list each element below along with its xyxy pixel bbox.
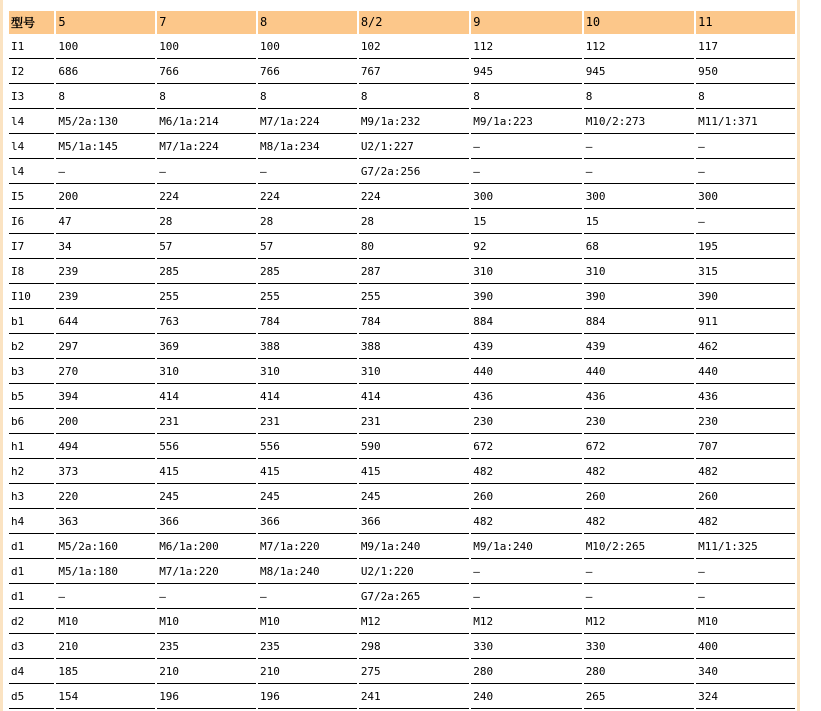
table-cell: 590 <box>359 434 469 459</box>
table-cell: 390 <box>471 284 581 309</box>
table-cell: 270 <box>56 359 155 384</box>
table-cell: M10 <box>157 609 256 634</box>
table-row <box>9 184 795 209</box>
table-row <box>9 284 795 309</box>
header-cell: 8/2 <box>359 11 469 34</box>
table-cell: 439 <box>584 334 694 359</box>
row-label-cell: b6 <box>9 409 54 434</box>
table-cell: 255 <box>359 284 469 309</box>
table-cell: 220 <box>56 484 155 509</box>
table-cell: — <box>696 134 795 159</box>
table-row <box>9 659 795 684</box>
table-cell: 285 <box>258 259 357 284</box>
table-cell: 884 <box>471 309 581 334</box>
table-cell: 102 <box>359 34 469 59</box>
table-cell: 556 <box>157 434 256 459</box>
table-cell: 231 <box>157 409 256 434</box>
table-cell: 68 <box>584 234 694 259</box>
table-cell: 200 <box>56 409 155 434</box>
table-cell: 414 <box>157 384 256 409</box>
table-cell: 240 <box>471 684 581 709</box>
table-cell: 239 <box>56 284 155 309</box>
table-cell: 310 <box>359 359 469 384</box>
table-cell: 462 <box>696 334 795 359</box>
table-cell: M10 <box>258 609 357 634</box>
table-cell: 310 <box>157 359 256 384</box>
table-row <box>9 384 795 409</box>
table-cell: 260 <box>584 484 694 509</box>
table-cell: 280 <box>584 659 694 684</box>
table-cell: 28 <box>359 209 469 234</box>
table-cell: — <box>696 159 795 184</box>
table-cell: 388 <box>359 334 469 359</box>
table-cell: 57 <box>157 234 256 259</box>
header-cell: 10 <box>584 11 694 34</box>
row-label-cell: d2 <box>9 609 54 634</box>
row-label-cell: h2 <box>9 459 54 484</box>
table-cell: 285 <box>157 259 256 284</box>
table-cell: 200 <box>56 184 155 209</box>
table-cell: 275 <box>359 659 469 684</box>
table-cell: 235 <box>157 634 256 659</box>
table-cell: — <box>696 559 795 584</box>
table-cell: 260 <box>696 484 795 509</box>
table-header <box>9 11 795 34</box>
table-cell: 415 <box>258 459 357 484</box>
table-cell: 196 <box>157 684 256 709</box>
header-cell-model: 型号 <box>9 11 54 34</box>
table-cell: 28 <box>258 209 357 234</box>
table-cell: M10 <box>696 609 795 634</box>
table-cell: 414 <box>258 384 357 409</box>
table-cell: 224 <box>157 184 256 209</box>
table-row <box>9 334 795 359</box>
table-cell: 80 <box>359 234 469 259</box>
table-cell: 300 <box>584 184 694 209</box>
table-cell: M5/1a:145 <box>56 134 155 159</box>
table-row <box>9 209 795 234</box>
table-cell: 224 <box>258 184 357 209</box>
table-row <box>9 34 795 59</box>
table-cell: 366 <box>258 509 357 534</box>
row-label-cell: h3 <box>9 484 54 509</box>
table-cell: 287 <box>359 259 469 284</box>
table-cell: 766 <box>258 59 357 84</box>
table-cell: 224 <box>359 184 469 209</box>
table-row <box>9 509 795 534</box>
table-cell: 154 <box>56 684 155 709</box>
spec-table <box>7 11 797 709</box>
table-row <box>9 309 795 334</box>
table-cell: 265 <box>584 684 694 709</box>
table-cell: — <box>157 159 256 184</box>
table-cell: M8/1a:240 <box>258 559 357 584</box>
table-cell: 241 <box>359 684 469 709</box>
header-cell: 9 <box>471 11 581 34</box>
row-label-cell: I8 <box>9 259 54 284</box>
table-cell: — <box>471 159 581 184</box>
table-cell: 414 <box>359 384 469 409</box>
table-cell: M10/2:265 <box>584 534 694 559</box>
table-row <box>9 434 795 459</box>
table-cell: — <box>584 559 694 584</box>
table-cell: M12 <box>359 609 469 634</box>
table-cell: 112 <box>584 34 694 59</box>
table-cell: 366 <box>359 509 469 534</box>
table-cell: 245 <box>157 484 256 509</box>
table-cell: 369 <box>157 334 256 359</box>
table-cell: 436 <box>696 384 795 409</box>
table-cell: 230 <box>696 409 795 434</box>
table-cell: 245 <box>258 484 357 509</box>
table-cell: 8 <box>157 84 256 109</box>
table-cell: 784 <box>359 309 469 334</box>
table-cell: 315 <box>696 259 795 284</box>
table-cell: 310 <box>471 259 581 284</box>
table-cell: 482 <box>584 509 694 534</box>
header-cell: 8 <box>258 11 357 34</box>
table-cell: 436 <box>584 384 694 409</box>
table-row <box>9 684 795 709</box>
table-cell: 945 <box>584 59 694 84</box>
row-label-cell: d1 <box>9 559 54 584</box>
row-label-cell: I6 <box>9 209 54 234</box>
table-cell: 8 <box>359 84 469 109</box>
table-row <box>9 159 795 184</box>
table-cell: U2/1:227 <box>359 134 469 159</box>
table-cell: 8 <box>471 84 581 109</box>
table-cell: 482 <box>696 459 795 484</box>
row-label-cell: d3 <box>9 634 54 659</box>
table-cell: 388 <box>258 334 357 359</box>
table-cell: 310 <box>584 259 694 284</box>
table-cell: 8 <box>258 84 357 109</box>
table-cell: — <box>696 209 795 234</box>
row-label-cell: b1 <box>9 309 54 334</box>
table-cell: 340 <box>696 659 795 684</box>
table-cell: 280 <box>471 659 581 684</box>
table-cell: 330 <box>584 634 694 659</box>
table-cell: 324 <box>696 684 795 709</box>
table-cell: M11/1:325 <box>696 534 795 559</box>
table-cell: 686 <box>56 59 155 84</box>
table-cell: M10 <box>56 609 155 634</box>
table-row <box>9 359 795 384</box>
table-cell: 945 <box>471 59 581 84</box>
table-cell: — <box>696 584 795 609</box>
table-cell: — <box>471 559 581 584</box>
table-cell: M12 <box>471 609 581 634</box>
table-cell: — <box>584 134 694 159</box>
table-cell: M7/1a:224 <box>157 134 256 159</box>
row-label-cell: b2 <box>9 334 54 359</box>
row-label-cell: h1 <box>9 434 54 459</box>
table-cell: 8 <box>56 84 155 109</box>
table-cell: M7/1a:220 <box>258 534 357 559</box>
table-cell: 784 <box>258 309 357 334</box>
row-label-cell: I10 <box>9 284 54 309</box>
table-cell: 330 <box>471 634 581 659</box>
table-cell: G7/2a:256 <box>359 159 469 184</box>
table-cell: 440 <box>471 359 581 384</box>
table-cell: 100 <box>157 34 256 59</box>
row-label-cell: I5 <box>9 184 54 209</box>
table-row <box>9 609 795 634</box>
table-cell: 297 <box>56 334 155 359</box>
row-label-cell: I1 <box>9 34 54 59</box>
table-cell: 230 <box>471 409 581 434</box>
row-label-cell: d4 <box>9 659 54 684</box>
table-cell: 245 <box>359 484 469 509</box>
table-cell: — <box>471 584 581 609</box>
table-cell: U2/1:220 <box>359 559 469 584</box>
table-cell: M5/2a:160 <box>56 534 155 559</box>
table-cell: — <box>157 584 256 609</box>
table-cell: — <box>56 584 155 609</box>
table-cell: 47 <box>56 209 155 234</box>
table-cell: 28 <box>157 209 256 234</box>
table-cell: 950 <box>696 59 795 84</box>
table-cell: 439 <box>471 334 581 359</box>
table-row <box>9 484 795 509</box>
row-label-cell: l4 <box>9 134 54 159</box>
table-row <box>9 134 795 159</box>
table-cell: 195 <box>696 234 795 259</box>
table-cell: M9/1a:232 <box>359 109 469 134</box>
table-row <box>9 59 795 84</box>
row-label-cell: l4 <box>9 159 54 184</box>
table-cell: 767 <box>359 59 469 84</box>
table-cell: 34 <box>56 234 155 259</box>
table-cell: 415 <box>359 459 469 484</box>
table-cell: 255 <box>157 284 256 309</box>
row-label-cell: I2 <box>9 59 54 84</box>
table-cell: 390 <box>696 284 795 309</box>
table-cell: M9/1a:240 <box>471 534 581 559</box>
table-cell: 415 <box>157 459 256 484</box>
table-cell: 8 <box>696 84 795 109</box>
table-cell: 766 <box>157 59 256 84</box>
table-cell: M6/1a:214 <box>157 109 256 134</box>
table-cell: — <box>471 134 581 159</box>
row-label-cell: l4 <box>9 109 54 134</box>
table-cell: 196 <box>258 684 357 709</box>
table-cell: 373 <box>56 459 155 484</box>
table-cell: 482 <box>584 459 694 484</box>
header-cell: 7 <box>157 11 256 34</box>
row-label-cell: b5 <box>9 384 54 409</box>
table-cell: 255 <box>258 284 357 309</box>
table-row <box>9 84 795 109</box>
table-cell: 92 <box>471 234 581 259</box>
table-cell: 390 <box>584 284 694 309</box>
table-cell: 112 <box>471 34 581 59</box>
table-row <box>9 259 795 284</box>
table-cell: M5/2a:130 <box>56 109 155 134</box>
row-label-cell: b3 <box>9 359 54 384</box>
table-cell: 436 <box>471 384 581 409</box>
row-label-cell: d1 <box>9 584 54 609</box>
table-cell: 884 <box>584 309 694 334</box>
table-cell: 300 <box>471 184 581 209</box>
table-cell: 230 <box>584 409 694 434</box>
table-cell: 57 <box>258 234 357 259</box>
table-cell: G7/2a:265 <box>359 584 469 609</box>
row-label-cell: I7 <box>9 234 54 259</box>
header-cell: 11 <box>696 11 795 34</box>
table-row <box>9 109 795 134</box>
table-cell: 556 <box>258 434 357 459</box>
table-cell: 15 <box>584 209 694 234</box>
table-cell: — <box>584 584 694 609</box>
table-cell: — <box>56 159 155 184</box>
table-cell: 763 <box>157 309 256 334</box>
table-cell: 440 <box>584 359 694 384</box>
table-cell: 185 <box>56 659 155 684</box>
table-cell: 298 <box>359 634 469 659</box>
table-row <box>9 534 795 559</box>
table-row <box>9 584 795 609</box>
table-cell: M6/1a:200 <box>157 534 256 559</box>
table-row <box>9 634 795 659</box>
table-cell: M12 <box>584 609 694 634</box>
table-cell: 707 <box>696 434 795 459</box>
row-label-cell: d5 <box>9 684 54 709</box>
table-cell: 394 <box>56 384 155 409</box>
table-cell: 482 <box>696 509 795 534</box>
table-cell: 210 <box>56 634 155 659</box>
table-cell: M9/1a:223 <box>471 109 581 134</box>
table-cell: 117 <box>696 34 795 59</box>
table-cell: 310 <box>258 359 357 384</box>
table-cell: M7/1a:220 <box>157 559 256 584</box>
table-cell: 231 <box>359 409 469 434</box>
table-cell: — <box>258 159 357 184</box>
table-cell: 363 <box>56 509 155 534</box>
table-body <box>9 34 795 709</box>
table-cell: 235 <box>258 634 357 659</box>
table-cell: M8/1a:234 <box>258 134 357 159</box>
table-cell: 231 <box>258 409 357 434</box>
table-cell: 239 <box>56 259 155 284</box>
table-cell: 366 <box>157 509 256 534</box>
table-cell: M9/1a:240 <box>359 534 469 559</box>
table-cell: 400 <box>696 634 795 659</box>
table-cell: 100 <box>258 34 357 59</box>
table-cell: 8 <box>584 84 694 109</box>
table-cell: 210 <box>258 659 357 684</box>
header-row <box>9 11 795 34</box>
table-cell: M11/1:371 <box>696 109 795 134</box>
table-cell: 482 <box>471 509 581 534</box>
row-label-cell: h4 <box>9 509 54 534</box>
table-cell: 300 <box>696 184 795 209</box>
table-cell: 644 <box>56 309 155 334</box>
table-cell: M10/2:273 <box>584 109 694 134</box>
table-cell: 494 <box>56 434 155 459</box>
table-row <box>9 559 795 584</box>
table-cell: — <box>258 584 357 609</box>
table-cell: — <box>584 159 694 184</box>
table-row <box>9 234 795 259</box>
table-cell: 440 <box>696 359 795 384</box>
table-row <box>9 459 795 484</box>
table-cell: 100 <box>56 34 155 59</box>
table-cell: 672 <box>584 434 694 459</box>
header-cell: 5 <box>56 11 155 34</box>
table-cell: 911 <box>696 309 795 334</box>
table-cell: 210 <box>157 659 256 684</box>
table-row <box>9 409 795 434</box>
table-cell: 482 <box>471 459 581 484</box>
row-label-cell: I3 <box>9 84 54 109</box>
table-cell: 260 <box>471 484 581 509</box>
table-cell: M5/1a:180 <box>56 559 155 584</box>
row-label-cell: d1 <box>9 534 54 559</box>
table-cell: 672 <box>471 434 581 459</box>
table-cell: 15 <box>471 209 581 234</box>
table-cell: M7/1a:224 <box>258 109 357 134</box>
